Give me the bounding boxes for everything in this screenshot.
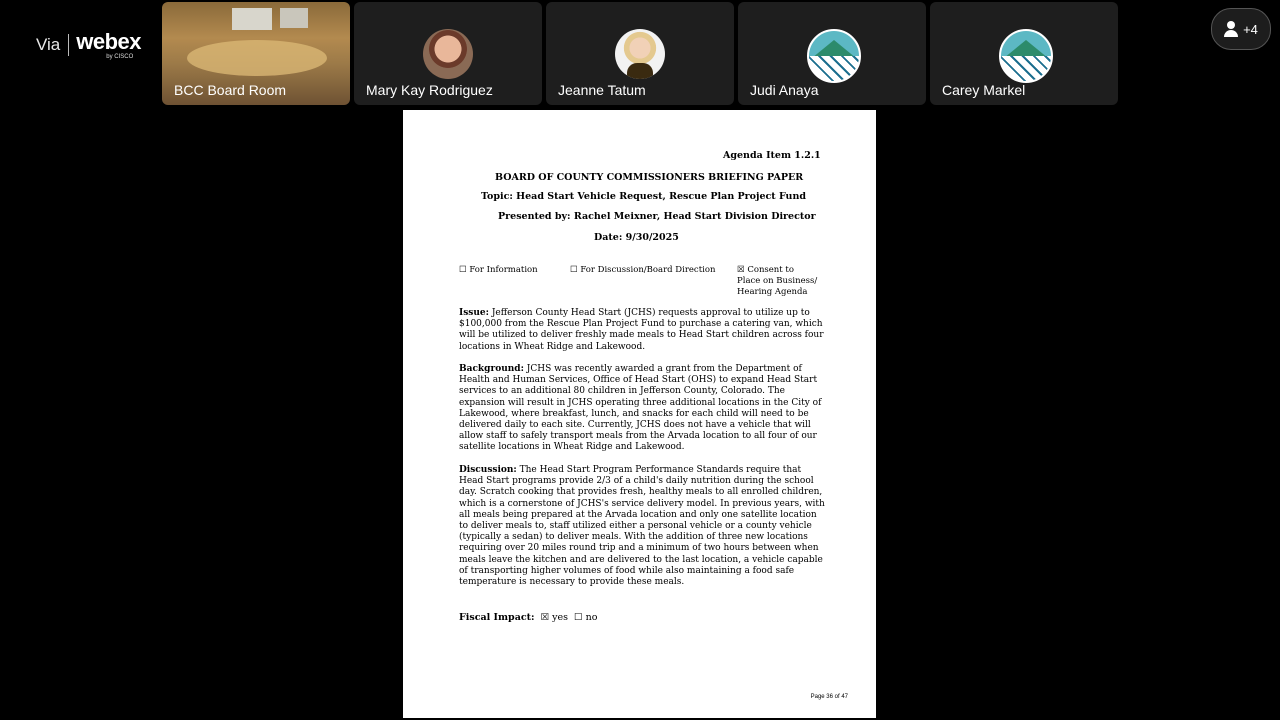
shared-document: [403, 110, 876, 718]
room-screen: [232, 8, 272, 30]
background-section: [459, 364, 825, 454]
participant-name: Jeanne Tatum: [558, 82, 646, 98]
page-number: Page 36 of 47: [810, 694, 848, 700]
fiscal-no: ☐ no: [574, 612, 598, 623]
participant-name: Carey Markel: [942, 82, 1026, 98]
more-participants-button[interactable]: [1211, 8, 1271, 50]
document-heading: BOARD OF COUNTY COMMISSIONERS BRIEFING PAPER: [495, 172, 804, 183]
option-consent-line2: Place on Business/: [737, 276, 818, 286]
cisco-label: by CISCO: [106, 53, 134, 60]
document-date: Date: 9/30/2025: [594, 232, 679, 243]
document-presenter: Presented by: Rachel Meixner, Head Start Division Director: [498, 211, 816, 222]
participant-name: Judi Anaya: [750, 82, 819, 98]
agenda-item: Agenda Item 1.2.1: [723, 150, 821, 161]
option-information: ☐ For Information: [459, 265, 538, 275]
webex-logo: [36, 28, 141, 62]
webex-wordmark: webex: [76, 28, 142, 54]
participant-name: Mary Kay Rodriguez: [366, 82, 493, 98]
participant-tile-mary-kay[interactable]: [354, 2, 542, 105]
via-label: Via: [36, 35, 61, 54]
more-count: +4: [1243, 21, 1258, 37]
fiscal-label: Fiscal Impact:: [459, 612, 535, 623]
background-text: JCHS was recently awarded a grant from the Department of Health and Human Services, Office of Head Start (OHS) to expand Head Start services to an additional 80 children in Jefferson County, Colorado. The expansion will result in JCHS operating three additional locations in the City of Lakewood, where breakfast, lunch, and snacks for each child will need to be delivered daily to each site. Currently, JCHS does not have a vehicle that will allow staff to safely transport meals from the Arvada location to all four of our satellite locations in Wheat Ridge and Lakewood.: [459, 364, 822, 453]
discussion-label: Discussion:: [459, 465, 517, 475]
background-label: Background:: [459, 364, 524, 374]
option-discussion: ☐ For Discussion/Board Direction: [570, 265, 716, 275]
option-consent-line3: Hearing Agenda: [737, 287, 808, 297]
issue-section: [459, 308, 825, 353]
participant-tile-board-room[interactable]: [162, 2, 350, 105]
option-consent: ☒ Consent to: [737, 265, 794, 275]
discussion-section: [459, 465, 825, 588]
participant-tile-jeanne[interactable]: [546, 2, 734, 105]
participant-tile-carey[interactable]: [930, 2, 1118, 105]
avatar: [423, 29, 473, 79]
avatar: [615, 29, 665, 79]
document-topic: Topic: Head Start Vehicle Request, Rescue Plan Project Fund: [481, 191, 807, 202]
participant-name: BCC Board Room: [174, 82, 287, 98]
participant-tile-judi[interactable]: [738, 2, 926, 105]
person-icon: [1224, 21, 1238, 37]
county-logo-icon: [807, 29, 861, 83]
issue-label: Issue:: [459, 308, 489, 318]
county-logo-icon: [999, 29, 1053, 83]
brand-divider: [68, 34, 69, 56]
issue-text: Jefferson County Head Start (JCHS) requests approval to utilize up to $100,000 from the Rescue Plan Project Fund to purchase a catering van, which will be utilized to deliver freshly made meals to Head Start children across four locations in Wheat Ridge and Lakewood.: [459, 308, 824, 352]
fiscal-yes: ☒ yes: [540, 612, 568, 623]
room-screen-secondary: [280, 8, 308, 28]
fiscal-impact: [459, 612, 597, 623]
room-table: [187, 40, 327, 76]
discussion-text: The Head Start Program Performance Standards require that Head Start programs provide 2/3 of a child's daily nutrition during the school day. Scratch cooking that provides fresh, healthy meals to all enrolled children, which is a cornerstone of JCHS's service delivery model. In previous years, with all meals being prepared at the Arvada location and only one satellite location to deliver meals to, staff utilized either a personal vehicle or a county vehicle (typically a sedan) to deliver meals. With the addition of three new locations requiring over 20 miles round trip and a minimum of two hours between when meals leave the kitchen and are delivered to the last location, a vehicle capable of transporting higher volumes of food while also maintaining a food safe temperature is necessary to provide these meals.: [459, 465, 825, 588]
